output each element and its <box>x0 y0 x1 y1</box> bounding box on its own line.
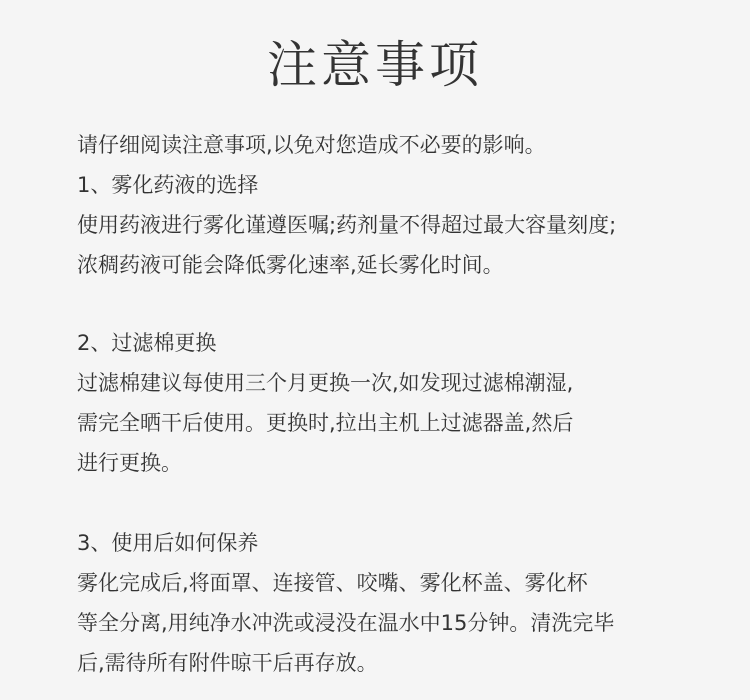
section-text-line: 后,需待所有附件晾干后再存放。 <box>77 651 378 675</box>
section-text-line: 过滤棉建议每使用三个月更换一次,如发现过滤棉潮湿, <box>77 371 574 395</box>
section-heading: 2、过滤棉更换 <box>77 331 217 355</box>
section-heading: 3、使用后如何保养 <box>77 531 259 555</box>
section-text-line: 使用药液进行雾化谨遵医嘱;药剂量不得超过最大容量刻度; <box>77 213 617 237</box>
page-title: 注意事项 <box>267 36 483 94</box>
section-text-line: 需完全晒干后使用。更换时,拉出主机上过滤器盖,然后 <box>77 411 574 435</box>
section-text-line: 等全分离,用纯净水冲洗或浸没在温水中15分钟。清洗完毕 <box>77 611 615 635</box>
intro-text: 请仔细阅读注意事项,以免对您造成不必要的影响。 <box>77 133 546 157</box>
section-text-line: 进行更换。 <box>77 451 182 475</box>
section-heading: 1、雾化药液的选择 <box>77 173 259 197</box>
section-text-line: 雾化完成后,将面罩、连接管、咬嘴、雾化杯盖、雾化杯 <box>77 571 588 595</box>
section-text-line: 浓稠药液可能会降低雾化速率,延长雾化时间。 <box>77 253 504 277</box>
